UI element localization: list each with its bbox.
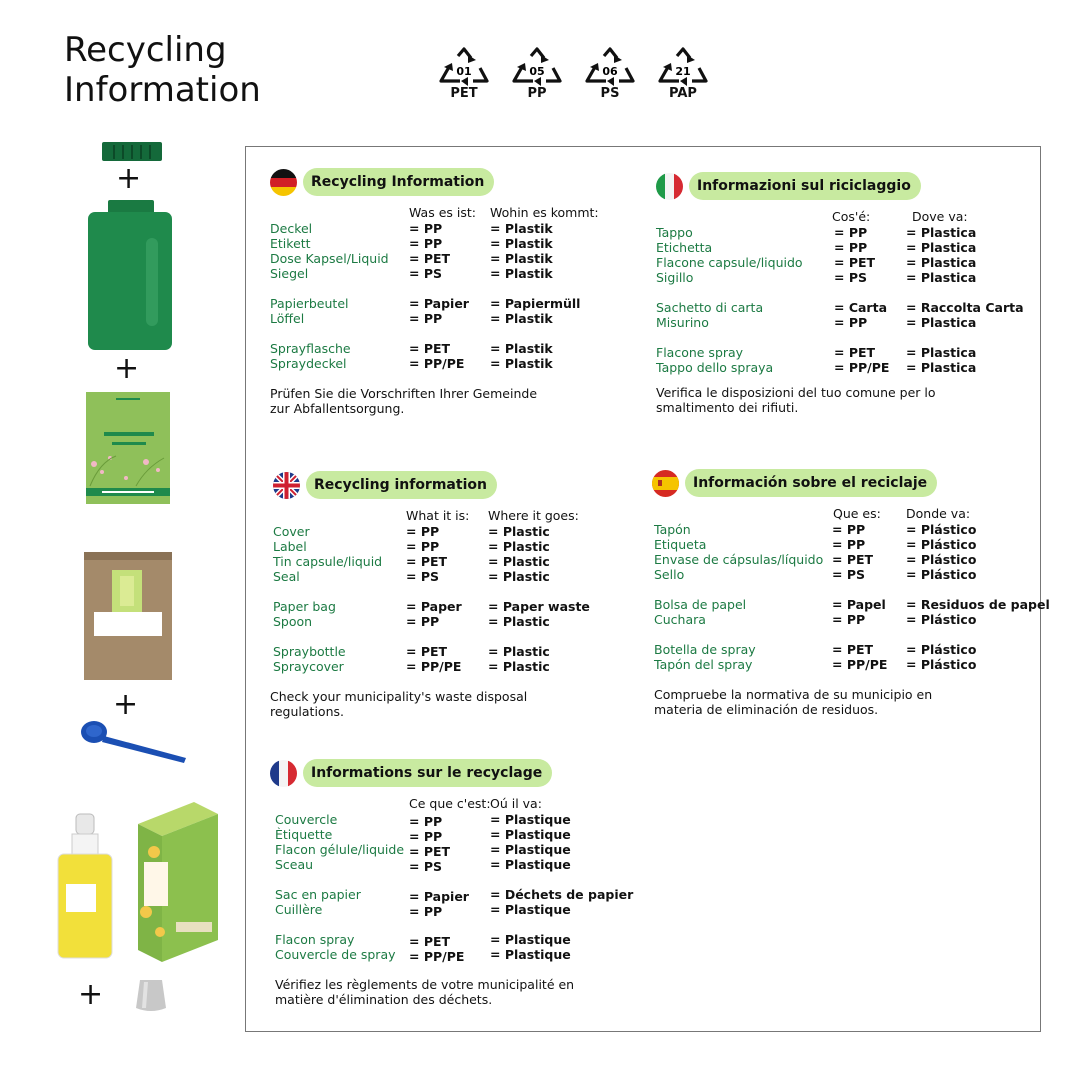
row-where: = Plastica: [906, 225, 977, 240]
row-what: = PS: [406, 569, 439, 584]
col-where: Where it goes:: [488, 508, 579, 523]
table-row: [270, 236, 610, 251]
row-item: Couvercle: [275, 812, 338, 827]
row-what: = PP/PE: [409, 356, 465, 371]
row-what: = PP: [409, 311, 443, 326]
spray-cap-illustration: [134, 978, 168, 1014]
row-item: Etiqueta: [654, 537, 707, 552]
recycling-code-pp: [509, 46, 565, 100]
table-row: [273, 569, 613, 584]
row-what: = PP: [832, 522, 866, 537]
row-where: = Plastique: [490, 842, 571, 857]
page-title: [64, 30, 261, 110]
table-row: [652, 642, 1038, 657]
row-item: Sprayflasche: [270, 341, 351, 356]
code-number: 05: [529, 65, 545, 78]
product-box-illustration: [136, 802, 220, 964]
col-where: Oú il va:: [490, 796, 542, 811]
section-header: [652, 468, 1038, 498]
row-where: = Déchets de papier: [490, 887, 634, 902]
table-row: [652, 567, 1038, 582]
row-where: = Raccolta Carta: [906, 300, 1024, 315]
row-item: Etikett: [270, 236, 311, 251]
row-where: = Plastik: [490, 221, 553, 236]
table-row: [656, 225, 1036, 240]
table-row: [270, 842, 630, 857]
table-row: [270, 341, 610, 356]
column-headers: [656, 209, 1036, 225]
recycle-triangle-icon: [584, 46, 636, 90]
section-italian: [656, 171, 1036, 415]
recycle-triangle-icon: [438, 46, 490, 90]
row-what: = PET: [409, 341, 451, 356]
flag-italy-icon: [656, 173, 683, 200]
row-item: Siegel: [270, 266, 309, 281]
table-row: [273, 614, 613, 629]
spoon-illustration: [80, 718, 190, 764]
row-where: = Plastique: [490, 827, 571, 842]
row-item: Etichetta: [656, 240, 713, 255]
row-item: Cover: [273, 524, 310, 539]
row-item: Spraydeckel: [270, 356, 347, 371]
section-note: Compruebe la normativa de su municipio en materia de eliminación de residuos.: [654, 687, 933, 717]
row-what: = Paper: [406, 599, 462, 614]
row-where: = Plastik: [490, 311, 553, 326]
row-what: = Papier: [409, 296, 469, 311]
row-what: = PP: [832, 537, 866, 552]
table-row: [270, 221, 610, 236]
spray-bottle-illustration: [56, 812, 114, 960]
row-what: = PET: [406, 644, 448, 659]
code-number: 21: [675, 65, 691, 78]
table-row: [270, 857, 630, 872]
row-item: Sceau: [275, 857, 314, 872]
table-row: [652, 552, 1038, 567]
row-where: = Plástico: [906, 567, 977, 582]
row-what: = PET: [409, 934, 451, 949]
table-row: [270, 812, 630, 827]
table-row: [652, 657, 1038, 672]
green-bottle-illustration: [86, 198, 174, 352]
table-row: [270, 827, 630, 842]
row-what: = PP/PE: [834, 360, 890, 375]
row-where: = Plastic: [488, 569, 550, 584]
row-where: = Plastik: [490, 356, 553, 371]
flag-germany-icon: [270, 169, 297, 196]
code-number: 06: [602, 65, 618, 78]
col-what: Ce que c'est:: [409, 796, 491, 811]
section-header: [270, 167, 610, 197]
code-label: PP: [527, 86, 547, 101]
table-row: [273, 644, 613, 659]
table-row: [270, 311, 610, 326]
recycling-codes: [436, 46, 728, 100]
label-sheet-illustration: [86, 392, 170, 504]
row-what: = PP: [406, 539, 440, 554]
row-item: Spoon: [273, 614, 313, 629]
table-row: [652, 597, 1050, 612]
row-what: = PP: [409, 814, 443, 829]
table-row: [270, 902, 630, 917]
table-row: [273, 599, 613, 614]
row-what: = PET: [409, 844, 451, 859]
flag-spain-icon: [652, 470, 679, 497]
row-what: = Carta: [834, 300, 888, 315]
table-row: [270, 266, 610, 281]
bottle-cap-illustration: [102, 142, 162, 162]
col-what: Cos'é:: [832, 209, 871, 224]
title-line-2: Information: [64, 70, 261, 110]
row-where: = Plastica: [906, 255, 977, 270]
row-item: Botella de spray: [654, 642, 756, 657]
code-label: PS: [600, 86, 620, 101]
title-line-1: Recycling: [64, 30, 227, 70]
row-item: Sigillo: [656, 270, 694, 285]
paper-bag-illustration: [84, 552, 172, 682]
table-row: [273, 524, 613, 539]
table-row: [270, 251, 610, 266]
col-where: Donde va:: [906, 506, 971, 521]
row-what: = Papier: [409, 889, 469, 904]
row-where: = Plastic: [488, 614, 550, 629]
table-row: [656, 240, 1036, 255]
row-item: Seal: [273, 569, 300, 584]
row-item: Papierbeutel: [270, 296, 349, 311]
row-what: = PP/PE: [406, 659, 462, 674]
table-row: [270, 947, 630, 962]
row-what: = PP: [834, 240, 868, 255]
recycling-code-pet: [436, 46, 492, 100]
row-where: = Plástico: [906, 642, 977, 657]
row-item: Paper bag: [273, 599, 336, 614]
row-where: = Plastica: [906, 360, 977, 375]
section-title: Informations sur le recyclage: [303, 759, 552, 787]
section-note: Verifica le disposizioni del tuo comune per lo smaltimento dei rifiuti.: [656, 385, 936, 415]
col-what: Que es:: [833, 506, 881, 521]
row-what: = PP: [409, 829, 443, 844]
row-where: = Paper waste: [488, 599, 590, 614]
table-row: [270, 296, 610, 311]
table-row: [656, 360, 1036, 375]
row-what: = PS: [832, 567, 865, 582]
plus-sign: +: [113, 687, 139, 722]
row-item: Cuillère: [275, 902, 323, 917]
row-where: = Plastic: [488, 554, 550, 569]
row-what: = Papel: [832, 597, 886, 612]
section-header: [270, 758, 630, 788]
column-headers: [270, 796, 630, 812]
code-label: PET: [450, 86, 478, 101]
row-item: Cuchara: [654, 612, 706, 627]
section-spanish: [652, 468, 1050, 717]
row-what: = PET: [406, 554, 448, 569]
row-where: = Plastik: [490, 341, 553, 356]
row-item: Sachetto di carta: [656, 300, 764, 315]
row-item: Ètiquette: [275, 827, 333, 842]
row-where: = Plastique: [490, 947, 571, 962]
row-what: = PP: [406, 524, 440, 539]
row-what: = PET: [834, 255, 876, 270]
row-what: = PS: [409, 266, 442, 281]
recycling-code-ps: [582, 46, 638, 100]
table-row: [270, 932, 630, 947]
row-item: Tapón: [654, 522, 691, 537]
code-label: PAP: [669, 86, 697, 101]
table-row: [652, 522, 1038, 537]
row-what: = PP: [834, 315, 868, 330]
row-where: = Plástico: [906, 657, 977, 672]
section-title: Información sobre el reciclaje: [685, 469, 937, 497]
row-item: Flacone capsule/liquido: [656, 255, 803, 270]
row-what: = PS: [409, 859, 442, 874]
plus-sign: +: [114, 351, 140, 386]
row-where: = Plástico: [906, 537, 977, 552]
row-item: Sello: [654, 567, 685, 582]
row-item: Tappo dello spraya: [656, 360, 774, 375]
row-what: = PET: [832, 642, 874, 657]
row-where: = Plastica: [906, 345, 977, 360]
row-item: Tappo: [656, 225, 693, 240]
row-item: Flacon spray: [275, 932, 355, 947]
column-headers: [270, 205, 610, 221]
row-where: = Plastic: [488, 539, 550, 554]
col-where: Wohin es kommt:: [490, 205, 599, 220]
row-item: Flacon gélule/liquide: [275, 842, 405, 857]
row-item: Löffel: [270, 311, 305, 326]
table-row: [270, 356, 610, 371]
row-where: = Plastica: [906, 270, 977, 285]
row-what: = PS: [834, 270, 867, 285]
section-header: [656, 171, 1036, 201]
row-where: = Plastic: [488, 524, 550, 539]
row-what: = PP: [406, 614, 440, 629]
row-where: = Papiermüll: [490, 296, 581, 311]
row-where: = Plastica: [906, 315, 977, 330]
row-where: = Plastic: [488, 659, 550, 674]
section-title: Informazioni sul riciclaggio: [689, 172, 921, 200]
row-what: = PP/PE: [409, 949, 465, 964]
table-row: [656, 255, 1036, 270]
row-what: = PET: [409, 251, 451, 266]
row-where: = Plastique: [490, 932, 571, 947]
row-where: = Plástico: [906, 612, 977, 627]
table-row: [270, 887, 634, 904]
code-number: 01: [456, 65, 472, 78]
row-where: = Plastik: [490, 266, 553, 281]
recycle-triangle-icon: [511, 46, 563, 90]
row-item: Spraycover: [273, 659, 344, 674]
plus-sign: +: [116, 161, 142, 196]
row-what: = PP: [409, 904, 443, 919]
row-where: = Plástico: [906, 552, 977, 567]
row-where: = Plástico: [906, 522, 977, 537]
row-item: Label: [273, 539, 307, 554]
table-row: [273, 539, 613, 554]
table-row: [656, 315, 1036, 330]
row-where: = Plastik: [490, 236, 553, 251]
row-item: Misurino: [656, 315, 709, 330]
table-row: [273, 659, 613, 674]
row-item: Spraybottle: [273, 644, 346, 659]
table-row: [652, 612, 1038, 627]
row-item: Couvercle de spray: [275, 947, 396, 962]
row-item: Dose Kapsel/Liquid: [270, 251, 389, 266]
row-what: = PP/PE: [832, 657, 888, 672]
col-what: What it is:: [406, 508, 470, 523]
row-what: = PP: [834, 225, 868, 240]
section-german: [270, 167, 610, 416]
section-note: Vérifiez les règlements de votre municipalité en matière d'élimination des déchets.: [275, 977, 575, 1007]
plus-sign: +: [78, 977, 104, 1012]
recycling-code-pap: [655, 46, 711, 100]
row-item: Envase de cápsulas/líquido: [654, 552, 824, 567]
column-headers: [652, 506, 1038, 522]
row-item: Tapón del spray: [654, 657, 753, 672]
row-what: = PET: [834, 345, 876, 360]
col-what: Was es ist:: [409, 205, 476, 220]
row-where: = Plastique: [490, 902, 571, 917]
column-headers: [273, 508, 613, 524]
row-item: Flacone spray: [656, 345, 744, 360]
table-row: [652, 537, 1038, 552]
row-where: = Plastique: [490, 857, 571, 872]
table-row: [656, 300, 1036, 315]
section-title: Recycling information: [306, 471, 497, 499]
row-item: Deckel: [270, 221, 313, 236]
flag-france-icon: [270, 760, 297, 787]
row-item: Tin capsule/liquid: [273, 554, 383, 569]
row-item: Sac en papier: [275, 887, 361, 902]
row-where: = Plastique: [490, 812, 571, 827]
row-what: = PP: [409, 236, 443, 251]
row-what: = PP: [832, 612, 866, 627]
section-english: [270, 470, 613, 719]
recycle-triangle-icon: [657, 46, 709, 90]
row-where: = Residuos de papel: [906, 597, 1050, 612]
section-note: Prüfen Sie die Vorschriften Ihrer Gemeinde zur Abfallentsorgung.: [270, 386, 538, 416]
row-where: = Plastic: [488, 644, 550, 659]
row-where: = Plastica: [906, 240, 977, 255]
col-where: Dove va:: [912, 209, 968, 224]
section-note: Check your municipality's waste disposal regulations.: [270, 689, 528, 719]
info-panel: [245, 146, 1050, 1032]
table-row: [273, 554, 613, 569]
row-item: Bolsa de papel: [654, 597, 747, 612]
row-what: = PET: [832, 552, 874, 567]
section-french: [270, 758, 634, 1007]
section-header: [273, 470, 613, 500]
flag-uk-icon: [273, 472, 300, 499]
row-what: = PP: [409, 221, 443, 236]
table-row: [656, 270, 1036, 285]
section-title: Recycling Information: [303, 168, 494, 196]
table-row: [656, 345, 1036, 360]
row-where: = Plastik: [490, 251, 553, 266]
